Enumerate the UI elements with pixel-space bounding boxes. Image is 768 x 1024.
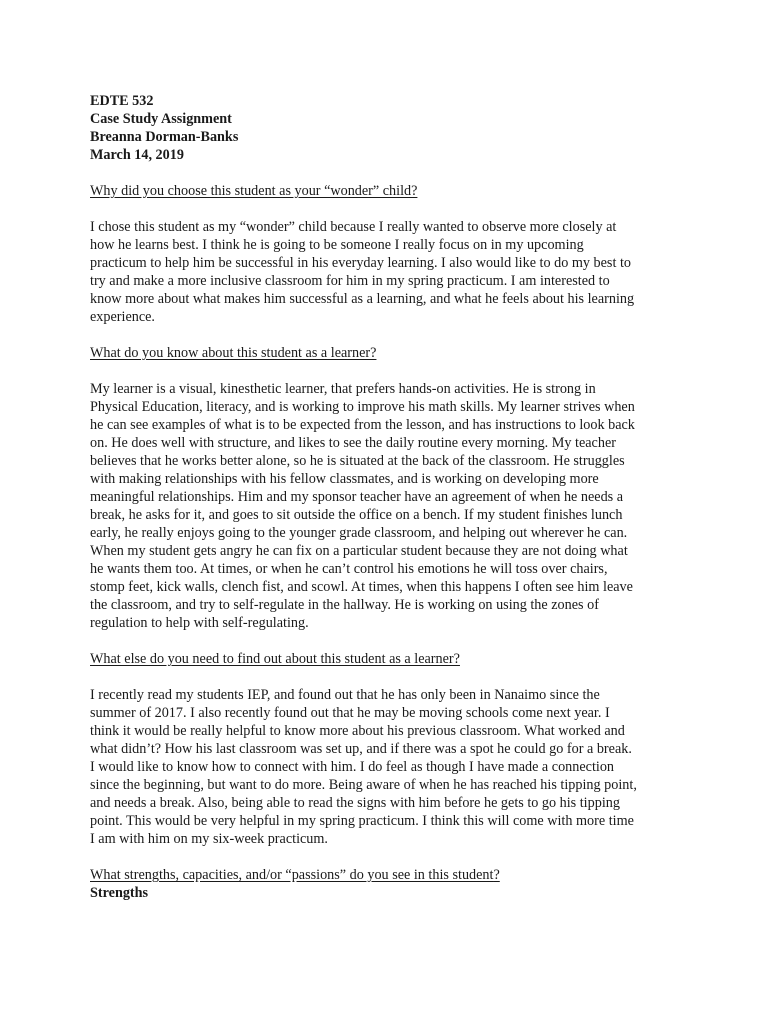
- question-strengths-text: What strengths, capacities, and/or “passions” do you see in this student: [90, 867, 494, 883]
- course-code: EDTE 532: [90, 93, 154, 109]
- answer-line: he can see examples of what is to be expected from the lesson, and has instructions to look back: [90, 417, 635, 433]
- question-2: What do you know about this student as a learner?: [90, 345, 377, 361]
- strengths-heading: Strengths: [90, 885, 149, 901]
- answer-line: experience.: [90, 309, 155, 325]
- answer-line: think it would be really helpful to know more about his previous classroom. What worked and: [90, 723, 625, 739]
- answer-line: I would like to know how to connect with him. I do feel as though I have made a connection: [90, 759, 615, 775]
- answer-line: I chose this student as my “wonder” child because I really wanted to observe more closely at: [90, 219, 617, 235]
- document-page: [90, 92, 680, 902]
- answer-line: since the beginning, but want to do more. Being aware of when he has reached his tipping point,: [90, 777, 637, 793]
- answer-line: the classroom, and try to self-regulate in the hallway. He is working on using the zones of: [90, 597, 599, 613]
- answer-line: how he learns best. I think he is going to be someone I really focus on in my upcoming: [90, 237, 584, 253]
- answer-line: on. He does well with structure, and likes to see the daily routine every morning. My teacher: [90, 435, 616, 451]
- answer-line: I am with him on my six-week practicum.: [90, 831, 328, 847]
- answer-paragraph-3: [90, 686, 680, 848]
- answer-line: early, he really enjoys going to the younger grade classroom, and helping out wherever he can.: [90, 525, 628, 541]
- assignment-title: Case Study Assignment: [90, 111, 232, 127]
- answer-line: When my student gets angry he can fix on a particular student because they are not doing what: [90, 543, 628, 559]
- answer-line: know more about what makes him successful as a learning, and what he feels about his learning: [90, 291, 635, 307]
- answer-line: what didn’t? How his last classroom was set up, and if there was a spot he could go for a break.: [90, 741, 632, 757]
- answer-paragraph-1: [90, 218, 680, 326]
- question-1: Why did you choose this student as your “wonder” child?: [90, 183, 418, 199]
- answer-line: summer of 2017. I also recently found out that he may be moving schools come next year. I: [90, 705, 610, 721]
- answer-paragraph-2: [90, 380, 680, 632]
- answer-line: stomp feet, kick walls, clench fist, and scowl. At times, when this happens I often see him leave: [90, 579, 633, 595]
- sections-container: [90, 182, 680, 848]
- answer-line: I recently read my students IEP, and found out that he has only been in Nanaimo since the: [90, 687, 600, 703]
- answer-line: practicum to help him be successful in his everyday learning. I also would like to do my best to: [90, 255, 631, 271]
- document-date: March 14, 2019: [90, 147, 184, 163]
- answer-line: My learner is a visual, kinesthetic learner, that prefers hands-on activities. He is strong in: [90, 381, 596, 397]
- answer-line: point. This would be very helpful in my spring practicum. I think this will come with more time: [90, 813, 634, 829]
- answer-line: believes that he works better alone, so he is situated at the back of the classroom. He struggles: [90, 453, 625, 469]
- answer-line: he wants them too. At times, or when he can’t control his emotions he will toss over chairs,: [90, 561, 608, 577]
- author-name: Breanna Dorman-Banks: [90, 129, 239, 145]
- question-strengths: [90, 866, 680, 884]
- question-strengths-tail: ?: [493, 867, 500, 883]
- answer-line: try and make a more inclusive classroom for him in my spring practicum. I am interested to: [90, 273, 610, 289]
- answer-line: Physical Education, literacy, and is working to improve his math skills. My learner strives when: [90, 399, 635, 415]
- answer-line: with making relationships with his fellow classmates, and is working on developing more: [90, 471, 599, 487]
- answer-line: and needs a break. Also, being able to read the signs with him before he gets to go his tipping: [90, 795, 620, 811]
- answer-line: regulation to help with self-regulating.: [90, 615, 309, 631]
- question-3: What else do you need to find out about this student as a learner?: [90, 651, 460, 667]
- answer-line: break, he asks for it, and goes to sit outside the office on a bench. If my student finishes lunch: [90, 507, 623, 523]
- answer-line: meaningful relationships. Him and my sponsor teacher have an agreement of when he needs a: [90, 489, 624, 505]
